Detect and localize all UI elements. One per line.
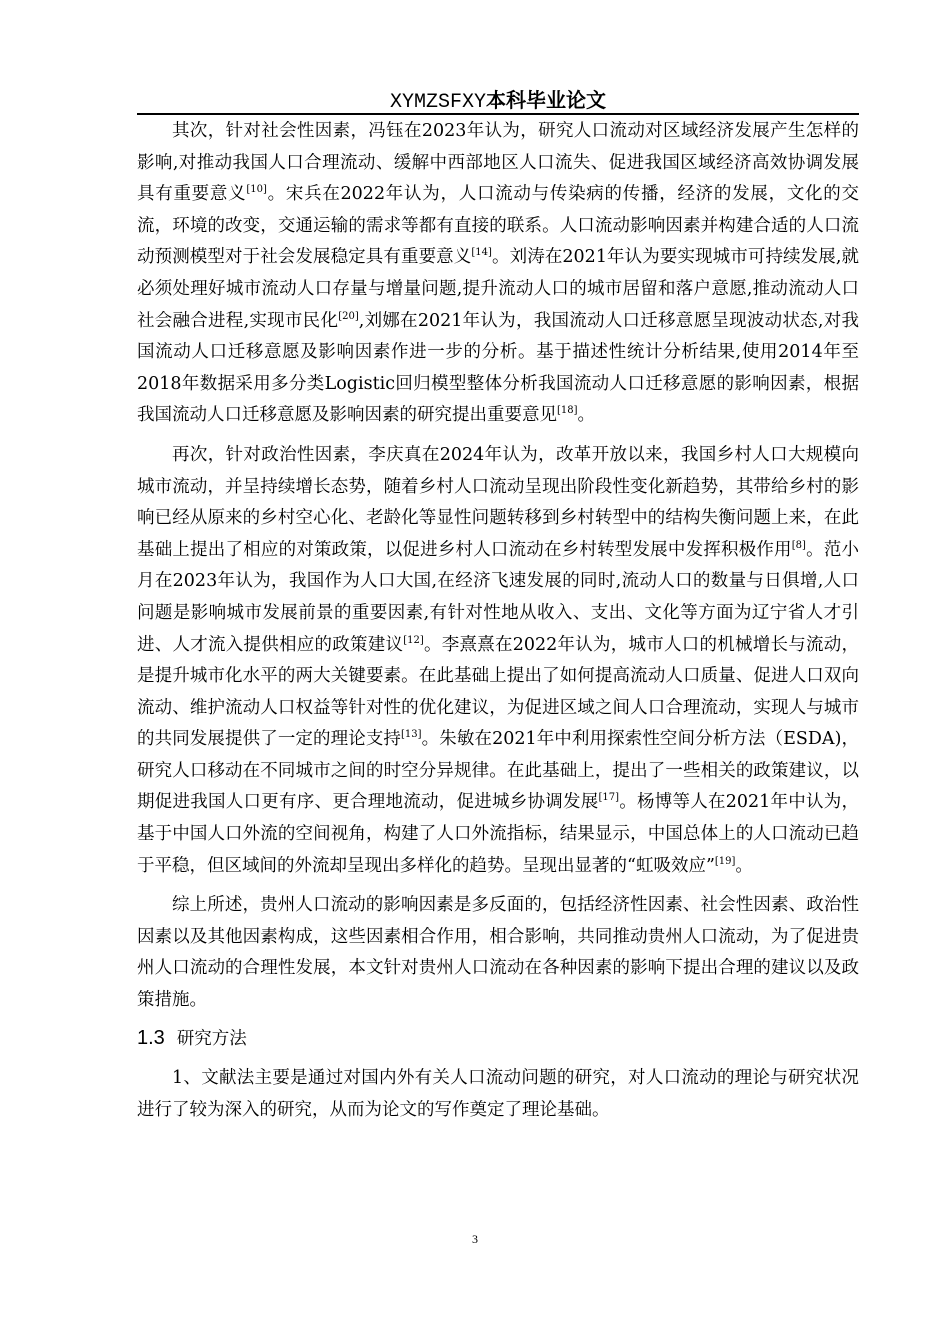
header-institution-code: XYMZSFXY [389,91,486,114]
page-number: 3 [472,1232,478,1246]
paragraph-text-segment: 。杨博等人在2021年中认为，基于中国人口外流的空间视角，构建了人口外流指标，结果显示，中国总体上的人口流动已趋于平稳，但区域间的外流却呈现出多样化的趋势。呈现出显著的“虹吸效应” [137,792,859,876]
paragraph-text-segment: 。刘涛在2021年认为要实现城市可持续发展,就必须处理好城市流动人口存量与增量问题,提升流动人口的城市居留和落户意愿,推动流动人口社会融合进程,实现市民化 [137,247,859,331]
paragraph-text-segment: 再次，针对政治性因素，李庆真在2024年认为，改革开放以来，我国乡村人口大规模向城市流动，并呈持续增长态势，随着乡村人口流动呈现出阶段性变化新趋势，其带给乡村的影响已经从原来的乡村空心化、老龄化等显性问题转移到乡村转型中的结构失衡问题上来，在此基础上提出了相应的对策政策，以促进乡村人口流动在乡村转型发展中发挥积极作用 [137,444,859,560]
paragraph-text-segment: 。李熹熹在2022年认为，城市人口的机械增长与流动，是提升城市化水平的两大关键要素。在此基础上提出了如何提高流动人口质量、促进人口双向流动、维护流动人口权益等针对性的优化建议，为促进区域之间人口合理流动，实现人与城市的共同发展提供了一定的理论支持 [137,634,859,750]
paragraph-text-segment: 。 [735,855,753,876]
header-thesis-type: 本科毕业论文 [486,88,606,112]
paragraph-summary [137,890,859,1016]
citation-marker: [12] [403,634,424,646]
paragraph-text-segment: 。宋兵在2022年认为，人口流动与传染病的传播，经济的发展，文化的交流，环境的改变，交通运输的需求等都有直接的联系。人口流动影响因素并构建合适的人口流动预测模型对于社会发展稳定具有重要意义 [137,184,859,268]
paragraph-literature-method: 1、文献法主要是通过对国内外有关人口流动问题的研究，对人口流动的理论与研究状况进行了较为深入的研究，从而为论文的写作奠定了理论基础。 [137,1068,859,1120]
header-rule [137,113,859,115]
section-title: 研究方法 [176,1028,247,1049]
section-number: 1.3 [137,1026,165,1049]
section-heading [137,1023,859,1056]
paragraph-political-factors [137,440,859,882]
paragraph-text-segment: 。 [577,405,596,426]
paragraph-social-factors [137,116,859,432]
citation-marker: [19] [714,855,736,867]
citation-marker: [13] [401,729,422,741]
paragraph-text-segment: 。朱敏在2021年中利用探索性空间分析方法（ESDA)，研究人口移动在不同城市之间的时空分异规律。在此基础上，提出了一些相关的政策建议，以期促进我国人口更有序、更合理地流动，促进城乡协调发展 [137,729,859,813]
body-text [137,116,859,1134]
citation-marker: [10] [246,184,267,196]
paragraph-text-segment: 。范小月在2023年认为，我国作为人口大国,在经济飞速发展的同时,流动人口的数量与日俱增,人口问题是影响城市发展前景的重要因素,有针对性地从收入、支出、文化等方面为辽宁省人才引进、人才流入提供相应的政策建议 [137,539,860,655]
paragraph-text-segment: ,刘娜在2021年认为，我国流动人口迁移意愿呈现波动状态,对我国流动人口迁移意愿及影响因素作进一步的分析。基于描述性统计分析结果,使用2014年至2018年数据采用多分类Logistic回归模型整体分析我国流动人口迁移意愿的影响因素，根据我国流动人口迁移意愿及影响因素的研究提出重要意见 [137,310,859,426]
paragraph-text-segment: 综上所述，贵州人口流动的影响因素是多反面的，包括经济性因素、社会性因素、政治性因素以及其他因素构成，这些因素相合作用，相合影响，共同推动贵州人口流动，为了促进贵州人口流动的合理性发展，本文针对贵州人口流动在各种因素的影响下提出合理的建议以及政策措施。 [137,895,859,1011]
citation-marker: [14] [471,247,492,259]
citation-marker: [17] [598,792,619,804]
citation-marker: [8] [791,539,806,551]
paragraph-text-segment: 其次，针对社会性因素，冯钰在2023年认为，研究人口流动对区域经济发展产生怎样的影响,对推动我国人口合理流动、缓解中西部地区人口流失、促进我国区域经济高效协调发展具有重要意义 [137,121,859,205]
citation-marker: [18] [557,405,578,417]
citation-marker: [20] [338,310,359,322]
